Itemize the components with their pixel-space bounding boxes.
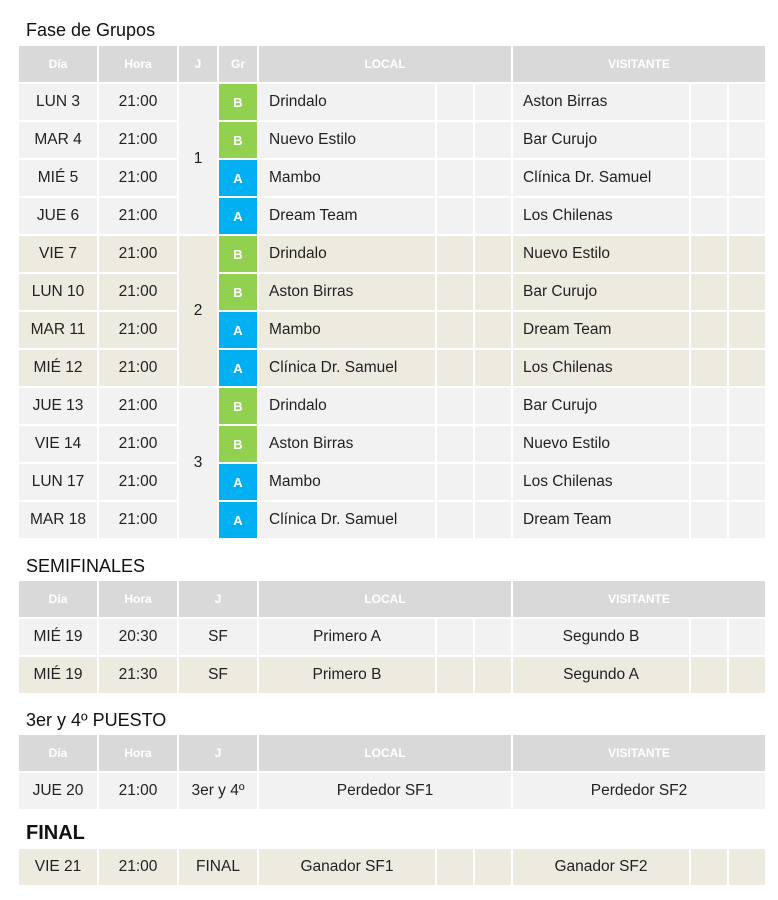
- cell-hora: 21:00: [98, 501, 178, 539]
- cell-local: Drindalo: [258, 83, 436, 121]
- cell-hora: 21:00: [98, 235, 178, 273]
- empty-cell: [728, 121, 766, 159]
- table-row: [18, 387, 766, 425]
- empty-cell: [474, 197, 512, 235]
- cell-local: Mambo: [258, 311, 436, 349]
- empty-cell: [436, 848, 474, 886]
- table-row: [18, 501, 766, 539]
- cell-dia: MAR 18: [18, 501, 98, 539]
- empty-cell: [436, 656, 474, 694]
- cell-group: A: [218, 159, 258, 197]
- cell-jornada: 1: [178, 83, 218, 235]
- empty-cell: [728, 848, 766, 886]
- empty-cell: [728, 425, 766, 463]
- cell-dia: VIE 21: [18, 848, 98, 886]
- cell-local: Clínica Dr. Samuel: [258, 349, 436, 387]
- cell-visitante: Bar Curujo: [512, 273, 690, 311]
- header-visitante: VISITANTE: [512, 45, 766, 83]
- semis-header-row: [18, 580, 766, 618]
- header-j: J: [178, 580, 258, 618]
- empty-cell: [474, 311, 512, 349]
- team-color-swatch: [436, 387, 474, 425]
- empty-cell: [690, 618, 728, 656]
- team-color-swatch: [690, 501, 728, 539]
- team-color-swatch: [690, 425, 728, 463]
- section-title-groups: Fase de Grupos: [26, 20, 156, 40]
- header-dia: Día: [18, 45, 98, 83]
- empty-cell: [474, 349, 512, 387]
- cell-hora: 21:30: [98, 656, 178, 694]
- header-visitante: VISITANTE: [512, 580, 766, 618]
- cell-group: B: [218, 83, 258, 121]
- header-local: LOCAL: [258, 45, 512, 83]
- cell-jornada: 3er y 4º: [178, 772, 258, 810]
- header-hora: Hora: [98, 45, 178, 83]
- header-local: LOCAL: [258, 734, 512, 772]
- empty-cell: [474, 463, 512, 501]
- empty-cell: [474, 848, 512, 886]
- table-row: [18, 235, 766, 273]
- cell-dia: LUN 17: [18, 463, 98, 501]
- cell-visitante: Bar Curujo: [512, 387, 690, 425]
- cell-hora: 21:00: [98, 159, 178, 197]
- empty-cell: [474, 501, 512, 539]
- team-color-swatch: [690, 311, 728, 349]
- cell-visitante: Perdedor SF2: [512, 772, 766, 810]
- empty-cell: [474, 387, 512, 425]
- cell-hora: 21:00: [98, 772, 178, 810]
- semis-table: [17, 579, 767, 695]
- section-title-semis: SEMIFINALES: [26, 556, 146, 576]
- cell-jornada: FINAL: [178, 848, 258, 886]
- groups-table: [17, 44, 767, 540]
- cell-dia: VIE 14: [18, 425, 98, 463]
- cell-group: B: [218, 425, 258, 463]
- cell-local: Mambo: [258, 463, 436, 501]
- cell-dia: LUN 3: [18, 83, 98, 121]
- header-dia: Día: [18, 734, 98, 772]
- cell-visitante: Segundo B: [512, 618, 690, 656]
- cell-dia: JUE 6: [18, 197, 98, 235]
- cell-group: B: [218, 121, 258, 159]
- table-row: [18, 273, 766, 311]
- cell-group: A: [218, 501, 258, 539]
- section-title-third: 3er y 4º PUESTO: [26, 710, 167, 730]
- cell-hora: 21:00: [98, 273, 178, 311]
- table-row: [18, 656, 766, 694]
- final-table: [17, 847, 767, 887]
- cell-local: Aston Birras: [258, 425, 436, 463]
- cell-visitante: Segundo A: [512, 656, 690, 694]
- empty-cell: [474, 83, 512, 121]
- cell-hora: 21:00: [98, 387, 178, 425]
- cell-group: A: [218, 349, 258, 387]
- groups-header-row: [18, 45, 766, 83]
- table-row: [18, 772, 766, 810]
- cell-visitante: Los Chilenas: [512, 197, 690, 235]
- cell-local: Drindalo: [258, 387, 436, 425]
- team-color-swatch: [690, 83, 728, 121]
- cell-group: A: [218, 197, 258, 235]
- cell-group: B: [218, 387, 258, 425]
- cell-hora: 21:00: [98, 121, 178, 159]
- empty-cell: [474, 425, 512, 463]
- cell-hora: 21:00: [98, 197, 178, 235]
- cell-dia: MIÉ 19: [18, 656, 98, 694]
- team-color-swatch: [436, 273, 474, 311]
- cell-local: Ganador SF1: [258, 848, 436, 886]
- cell-visitante: Dream Team: [512, 311, 690, 349]
- cell-visitante: Clínica Dr. Samuel: [512, 159, 690, 197]
- team-color-swatch: [690, 197, 728, 235]
- empty-cell: [690, 656, 728, 694]
- cell-local: Primero B: [258, 656, 436, 694]
- cell-visitante: Nuevo Estilo: [512, 425, 690, 463]
- cell-local: Drindalo: [258, 235, 436, 273]
- empty-cell: [474, 235, 512, 273]
- table-row: [18, 463, 766, 501]
- cell-local: Mambo: [258, 159, 436, 197]
- empty-cell: [728, 83, 766, 121]
- team-color-swatch: [436, 501, 474, 539]
- cell-hora: 21:00: [98, 848, 178, 886]
- empty-cell: [436, 618, 474, 656]
- cell-local: Perdedor SF1: [258, 772, 512, 810]
- cell-visitante: Los Chilenas: [512, 463, 690, 501]
- cell-group: A: [218, 463, 258, 501]
- cell-jornada: SF: [178, 618, 258, 656]
- team-color-swatch: [436, 83, 474, 121]
- cell-local: Primero A: [258, 618, 436, 656]
- empty-cell: [728, 656, 766, 694]
- empty-cell: [728, 349, 766, 387]
- third-header-row: [18, 734, 766, 772]
- team-color-swatch: [690, 463, 728, 501]
- cell-dia: MIÉ 12: [18, 349, 98, 387]
- header-j: J: [178, 734, 258, 772]
- team-color-swatch: [436, 311, 474, 349]
- team-color-swatch: [690, 121, 728, 159]
- team-color-swatch: [436, 159, 474, 197]
- cell-visitante: Dream Team: [512, 501, 690, 539]
- header-local: LOCAL: [258, 580, 512, 618]
- cell-visitante: Los Chilenas: [512, 349, 690, 387]
- empty-cell: [474, 618, 512, 656]
- section-title-final: FINAL: [26, 822, 85, 844]
- empty-cell: [728, 311, 766, 349]
- team-color-swatch: [436, 425, 474, 463]
- cell-dia: LUN 10: [18, 273, 98, 311]
- empty-cell: [728, 159, 766, 197]
- third-place-table: [17, 733, 767, 811]
- cell-hora: 20:30: [98, 618, 178, 656]
- cell-jornada: 3: [178, 387, 218, 539]
- table-row: [18, 197, 766, 235]
- team-color-swatch: [690, 159, 728, 197]
- empty-cell: [474, 159, 512, 197]
- cell-hora: 21:00: [98, 425, 178, 463]
- cell-dia: VIE 7: [18, 235, 98, 273]
- header-hora: Hora: [98, 580, 178, 618]
- team-color-swatch: [436, 235, 474, 273]
- cell-hora: 21:00: [98, 463, 178, 501]
- table-row: [18, 311, 766, 349]
- cell-hora: 21:00: [98, 349, 178, 387]
- cell-hora: 21:00: [98, 83, 178, 121]
- header-dia: Día: [18, 580, 98, 618]
- team-color-swatch: [690, 349, 728, 387]
- cell-local: Dream Team: [258, 197, 436, 235]
- empty-cell: [728, 463, 766, 501]
- cell-dia: JUE 13: [18, 387, 98, 425]
- header-gr: Gr: [218, 45, 258, 83]
- team-color-swatch: [436, 197, 474, 235]
- team-color-swatch: [690, 387, 728, 425]
- table-row: [18, 159, 766, 197]
- table-row: [18, 425, 766, 463]
- empty-cell: [690, 848, 728, 886]
- header-hora: Hora: [98, 734, 178, 772]
- cell-dia: JUE 20: [18, 772, 98, 810]
- header-j: J: [178, 45, 218, 83]
- table-row: [18, 83, 766, 121]
- table-row: [18, 121, 766, 159]
- cell-visitante: Bar Curujo: [512, 121, 690, 159]
- empty-cell: [728, 235, 766, 273]
- team-color-swatch: [436, 463, 474, 501]
- cell-dia: MIÉ 19: [18, 618, 98, 656]
- empty-cell: [474, 656, 512, 694]
- empty-cell: [728, 387, 766, 425]
- cell-hora: 21:00: [98, 311, 178, 349]
- cell-visitante: Ganador SF2: [512, 848, 690, 886]
- cell-dia: MAR 4: [18, 121, 98, 159]
- empty-cell: [728, 197, 766, 235]
- empty-cell: [474, 273, 512, 311]
- team-color-swatch: [690, 273, 728, 311]
- team-color-swatch: [690, 235, 728, 273]
- cell-group: B: [218, 235, 258, 273]
- team-color-swatch: [436, 349, 474, 387]
- cell-local: Aston Birras: [258, 273, 436, 311]
- table-row: [18, 618, 766, 656]
- cell-dia: MIÉ 5: [18, 159, 98, 197]
- empty-cell: [728, 618, 766, 656]
- cell-local: Clínica Dr. Samuel: [258, 501, 436, 539]
- cell-visitante: Aston Birras: [512, 83, 690, 121]
- empty-cell: [474, 121, 512, 159]
- cell-jornada: SF: [178, 656, 258, 694]
- table-row: [18, 349, 766, 387]
- empty-cell: [728, 273, 766, 311]
- cell-group: A: [218, 311, 258, 349]
- empty-cell: [728, 501, 766, 539]
- header-visitante: VISITANTE: [512, 734, 766, 772]
- cell-visitante: Nuevo Estilo: [512, 235, 690, 273]
- cell-group: B: [218, 273, 258, 311]
- cell-jornada: 2: [178, 235, 218, 387]
- team-color-swatch: [436, 121, 474, 159]
- cell-dia: MAR 11: [18, 311, 98, 349]
- cell-local: Nuevo Estilo: [258, 121, 436, 159]
- table-row: [18, 848, 766, 886]
